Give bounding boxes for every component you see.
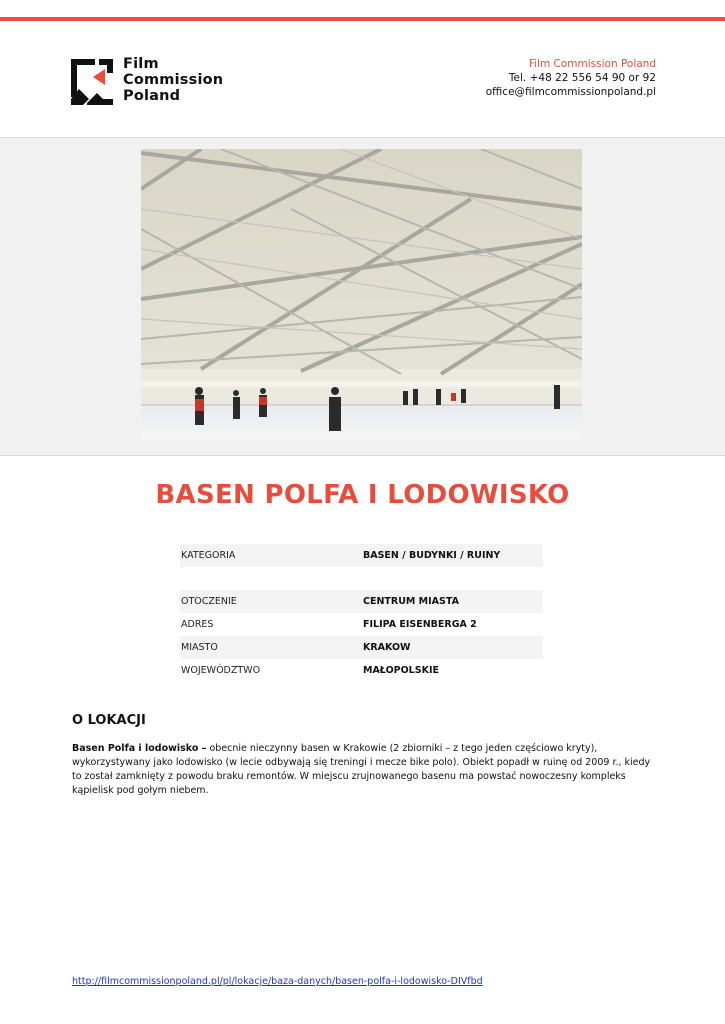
detail-value: KRAKOW xyxy=(363,642,411,653)
detail-label: KATEGORIA xyxy=(181,550,236,561)
detail-row-city xyxy=(180,636,543,659)
detail-value: MAŁOPOLSKIE xyxy=(363,665,439,676)
contact-phone: Tel. +48 22 556 54 90 or 92 xyxy=(508,72,656,84)
logo-text-line-1: Film xyxy=(123,56,159,72)
accent-top-bar xyxy=(0,17,725,21)
contact-email[interactable]: office@filmcommissionpoland.pl xyxy=(485,86,656,98)
detail-value: FILIPA EISENBERGA 2 xyxy=(363,619,477,630)
detail-value: BASEN / BUDYNKI / RUINY xyxy=(363,550,501,561)
detail-spacer xyxy=(180,567,543,590)
logo-text-line-2: Commission xyxy=(123,72,224,88)
detail-row-voivodeship xyxy=(180,659,543,682)
details-table xyxy=(180,544,543,682)
detail-value: CENTRUM MIASTA xyxy=(363,596,459,607)
detail-row-category xyxy=(180,544,543,567)
photo-band xyxy=(0,137,725,456)
logo xyxy=(69,55,223,105)
detail-label: MIASTO xyxy=(181,642,218,653)
detail-row-surroundings xyxy=(180,590,543,613)
about-lead: Basen Polfa i lodowisko – xyxy=(72,743,207,754)
contact-block xyxy=(486,57,656,99)
logo-mark-icon xyxy=(69,55,115,105)
detail-label: WOJEWÓDZTWO xyxy=(181,665,261,676)
contact-org: Film Commission Poland xyxy=(528,58,656,70)
location-title: BASEN POLFA I LODOWISKO xyxy=(155,480,570,510)
detail-row-address xyxy=(180,613,543,636)
about-heading: O LOKACJI xyxy=(72,713,146,728)
logo-text-line-3: Poland xyxy=(123,88,181,104)
source-url-link[interactable]: http://filmcommissionpoland.pl/pl/lokacje/baza-danych/basen-polfa-i-lodowisko-DIVfbd xyxy=(72,976,483,987)
about-text xyxy=(72,742,652,798)
location-photo xyxy=(141,149,582,441)
detail-label: ADRES xyxy=(181,619,214,630)
about-body: obecnie nieczynny basen w Krakowie (2 zbiorniki – z tego jeden częściowo kryty), wykorzystywany jako lodowisko (w lecie odbywają się treningi i mecze bike polo). Obiekt popadł w ruinę od 2009 r., kiedy to został zamknięty z powodu braku remontów. W miejscu zrujnowanego basenu ma powstać nowoczesny kompleks kąpielisk pod gołym niebem. xyxy=(72,743,651,796)
detail-label: OTOCZENIE xyxy=(181,596,237,607)
